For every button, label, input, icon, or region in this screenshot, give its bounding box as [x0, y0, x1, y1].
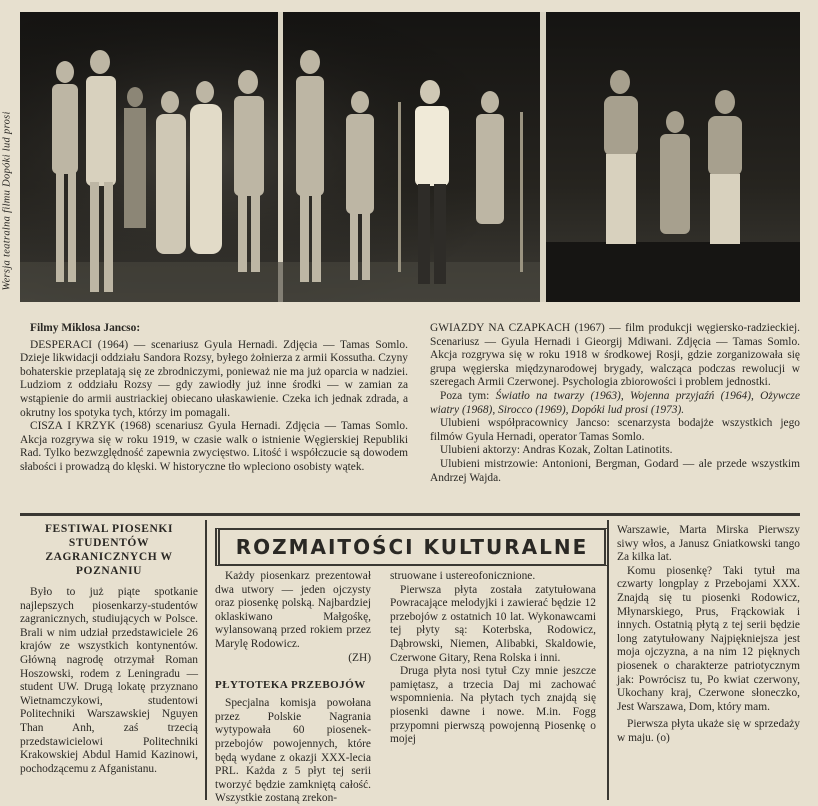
favourite-masters: Ulubieni mistrzowie: Antonioni, Bergman, Godard — ale przede wszystkim Andrzej Wajda. [430, 457, 800, 484]
favourite-collaborators: Ulubieni współpracownicy Jancso: scenarzysta bodajże wszystkich jego filmów Gyula Hernadi, operator Tamas Somlo. [430, 417, 800, 443]
desperaci-text: (1964) — scenariusz Gyula Hernadi. Zdjęcia — Tamas Somlo. Dzieje likwidacji oddziału Sandora Rozsy, byłego żołnierza z armii Kossutha. Czyny bohaterskie przeplatają się ze zbrodniczymi, ponieważ nie ma już oparcia w nadziei. Ludziom z oddziału Rozsy — gdy zawiodły już inne środki — w zamian za wstąpienie do armii austriackiej obiecano ułaskawienie. Czeka ich jednak zdrada, a okrutny los spotyka tych, którzy im pomagali. [20, 338, 408, 419]
rozmaitosci-col-2 [390, 570, 596, 747]
gwiazdy-entry [430, 322, 800, 390]
rozmaitosci-col-3 [617, 524, 800, 746]
column-divider [205, 520, 207, 800]
cisza-title: CISZA I KRZYK [30, 420, 116, 433]
section-banner [215, 528, 609, 566]
festival-headline: FESTIWAL PIOSENKI STUDENTÓW ZAGRANICZNYCH W POZNANIU [44, 523, 174, 577]
rozmaitosci-col-1 [215, 570, 371, 806]
author-signature: (ZH) [348, 651, 371, 664]
jancso-right-column [430, 322, 800, 485]
plytoteka-headline: PŁYTOTEKA PRZEBOJÓW [215, 679, 366, 692]
gwiazdy-text: (1967) — film produkcji węgiersko-radzieckiej. Scenariusz — Gyula Hernadi i Gieorgij Mdiwani. Zdjęcia — Tamas Somlo. Akcja rozgrywa się w roku 1918 w środkowej Rosji, gdzie zorganizowała się grupa węgierska międzynarodowej brygady, walcząca podczas rewolucji w szeregach Armii Czerwonej. Psychologia zbiorowości i problem jednostki. [430, 322, 800, 389]
theatre-photo-strip [20, 12, 800, 302]
poza-tym-entry [430, 390, 800, 417]
fourth-record-paragraph: Komu piosenkę? Taki tytuł ma czwarty longplay z Przebojami XXX. Znajdą się tu piosenki Rodowicz, Młynarskiego, Prus, Frąckowiak i innych. Ostatnią płytą z tej serii będzie long zatytułowany Najpiękniejsza jest moja ojczyzna, a na nim 12 pięknych piosenek o charakterze patriotycznym jak: Powrócisz tu, Po kwiat czerwony, Ukochany kraj, Czerwone słoneczko, Jest Warszawa, Dom, który mam. [617, 564, 800, 713]
plytoteka-body: Specjalna komisja powołana przez Polskie Nagrania wytypowała 60 piosenek-przebojów powojennych, które będą wydane z okazji XXX-lecia PRL. Każda z 5 płyt tej serii tworzyć będzie zamkniętą całość. Wszystkie zostaną zrekon- [215, 697, 371, 805]
section-divider [20, 513, 800, 516]
festival-article [20, 522, 198, 776]
stage-photo [20, 12, 800, 302]
desperaci-entry [20, 339, 408, 421]
festival-continuation: Każdy piosenkarz prezentował dwa utwory — jeden ojczysty oraz piosenkę polską. Najbardziej oklaskiwano Małgośkę, wylansowaną przed rokiem przez Marylę Rodowicz. [215, 570, 371, 650]
col3-lead: struowane i ustereofonicznione. [390, 570, 536, 582]
cisza-text: (1968) scenariusz Gyula Hernadi. Zdjęcia — Tamas Somlo. Akcja rozgrywa się w roku 1919, w czasie walk o istnienie Węgierskiej Republiki Rad. Tylko bezwzględność zapewnia zwycięstwo. Litość i współczucie są dowodem słabości i prowadzą do klęski. W historyczne tło wpleciono osobisty wątek. [20, 420, 408, 473]
photo-caption-vertical [0, 14, 16, 302]
release-note: Pierwsza płyta ukaże się w sprzedaży w maju. (o) [617, 718, 800, 744]
cisza-entry [20, 420, 408, 474]
photo-caption: Wersja teatralna filmu Dopóki lud prosi [1, 111, 13, 291]
filmography-title: Filmy Miklosa Jancso: [30, 322, 141, 334]
poza-tym-label: Poza tym: [440, 389, 490, 402]
banner-title: ROZMAITOŚCI KULTURALNE [235, 535, 589, 559]
poza-tym-films: Światło na twarzy (1963), Wojenna przyjaźń (1964), Ożywcze wiatry (1968), Sirocco (1969), Dopóki lud prosi (1973). [430, 389, 801, 416]
first-record-paragraph: Pierwsza płyta została zatytułowana Powracające melodyjki i zawierać będzie 12 przebojów z ostatnich 10 lat. Wykonawcami tej płyty są: Koterbska, Rodowicz, Dąbrowski, Niemen, Alibabki, Skaldowie, Czerwone Gitary, Rena Rolska i inni. [390, 583, 596, 664]
favourite-actors: Ulubieni aktorzy: Andras Kozak, Zoltan Latinotits. [440, 444, 673, 457]
column-divider-2 [607, 520, 609, 800]
col4-lead: Warszawie, Marta Mirska Pierwszy siwy włos, a Janusz Gniatkowski tango Za kilka lat. [617, 524, 800, 564]
desperaci-title: DESPERACI [30, 338, 93, 351]
gwiazdy-title: GWIAZDY NA CZAPKACH [430, 322, 571, 334]
festival-body: Było to już piąte spotkanie najlepszych piosenkarzy-studentów zagranicznych, studiujących w Polsce. Brali w nim udział przedstawiciele 26 krajów ze wszystkich kontynentów. Główną nagrodę otrzymał Roman Hoszowski, rodem z Leningradu — student UW. Drugą lokatę przyznano Wietnamczykowi, studentowi Politechniki Warszawskiej Nguyen Than Anh, zaś trzecią przedstawicielowi Politechniki Krakowskiej Abdul Hamid Kazinowi, pochodzącemu z Afganistanu. [20, 586, 198, 775]
second-record-paragraph: Druga płyta nosi tytuł Czy mnie jeszcze pamiętasz, a trzecia Daj mi zachować wspomnienia. Na płytach tych znajdą się piosenki dawne i nowe. M.in. Fogg przypomni pierwszą powojenną Piosenkę o mojej [390, 665, 596, 746]
jancso-left-column [20, 322, 408, 475]
